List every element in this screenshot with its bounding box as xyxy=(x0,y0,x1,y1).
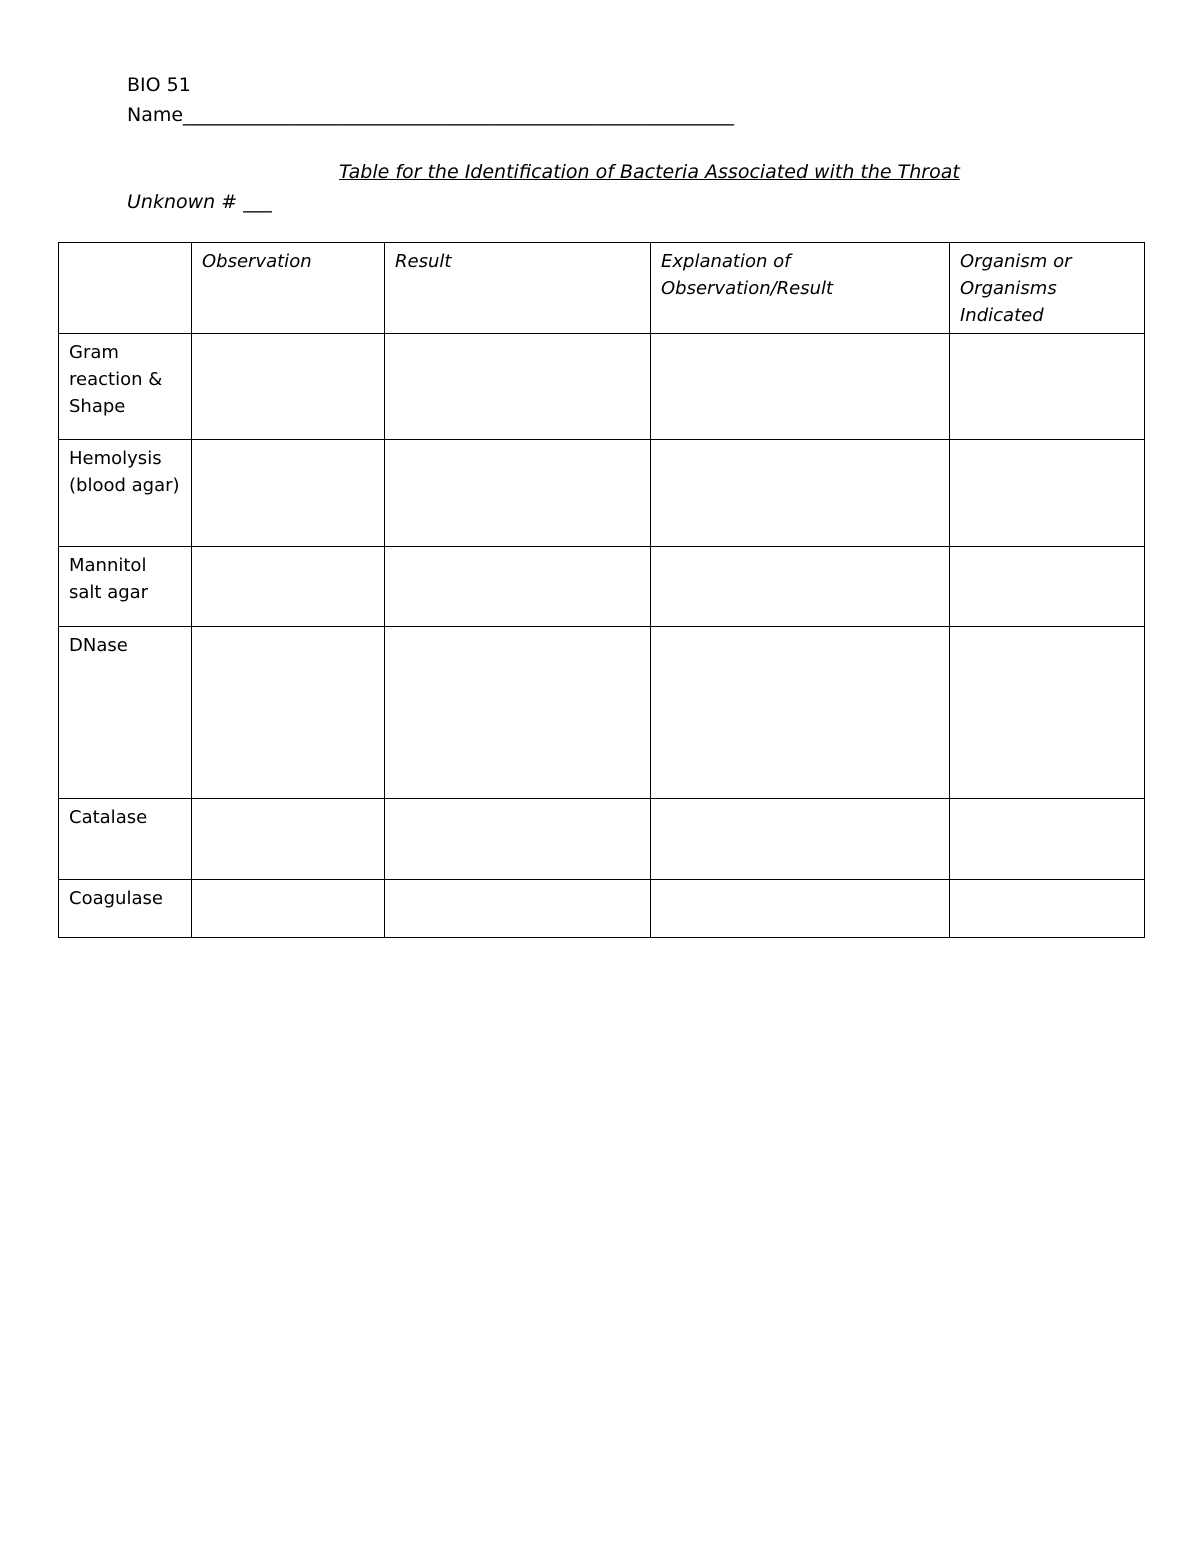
table-cell[interactable] xyxy=(192,440,385,547)
row-label-text: Mannitol salt agar xyxy=(69,555,149,603)
table-cell[interactable] xyxy=(651,880,950,938)
table-cell[interactable] xyxy=(950,334,1145,440)
column-header-result: Result xyxy=(385,243,651,334)
table-cell[interactable] xyxy=(651,440,950,547)
row-label-text: Catalase xyxy=(69,807,148,828)
row-label xyxy=(59,334,192,440)
table-cell[interactable] xyxy=(385,799,651,880)
table-cell[interactable] xyxy=(385,334,651,440)
table-cell[interactable] xyxy=(651,799,950,880)
table-cell[interactable] xyxy=(651,334,950,440)
table-cell[interactable] xyxy=(385,627,651,799)
table-cell[interactable] xyxy=(385,880,651,938)
row-label xyxy=(59,880,192,938)
table-cell[interactable] xyxy=(651,627,950,799)
table-cell[interactable] xyxy=(651,547,950,627)
row-label-text: DNase xyxy=(69,635,128,656)
table-cell[interactable] xyxy=(385,547,651,627)
table-cell[interactable] xyxy=(385,440,651,547)
table-row xyxy=(59,440,1145,547)
unknown-number-field[interactable]: Unknown # ___ xyxy=(127,191,272,213)
course-code: BIO 51 xyxy=(127,74,191,96)
table-header-row xyxy=(59,243,1145,334)
table-cell[interactable] xyxy=(950,440,1145,547)
row-label-text: Hemolysis (blood agar) xyxy=(69,448,180,496)
column-header-explanation: Explanation of Observation/Result xyxy=(651,243,950,334)
table-row xyxy=(59,627,1145,799)
table-row xyxy=(59,799,1145,880)
table-row xyxy=(59,547,1145,627)
table-cell[interactable] xyxy=(950,627,1145,799)
row-label xyxy=(59,547,192,627)
row-label-text: Gram reaction & Shape xyxy=(69,342,163,417)
column-header-observation: Observation xyxy=(192,243,385,334)
column-header-organism: Organism or Organisms Indicated xyxy=(950,243,1145,334)
table-cell[interactable] xyxy=(950,547,1145,627)
row-label xyxy=(59,627,192,799)
table-cell[interactable] xyxy=(192,547,385,627)
table-cell[interactable] xyxy=(950,880,1145,938)
table-cell[interactable] xyxy=(192,334,385,440)
row-label xyxy=(59,440,192,547)
row-label-text: Coagulase xyxy=(69,888,163,909)
name-field[interactable]: Name__________________________________________________________ xyxy=(127,104,735,126)
column-header-blank xyxy=(59,243,192,334)
page-title: Table for the Identification of Bacteria Associated with the Throat xyxy=(339,161,960,183)
table-cell[interactable] xyxy=(950,799,1145,880)
table-cell[interactable] xyxy=(192,799,385,880)
identification-table xyxy=(58,242,1145,938)
table-row xyxy=(59,880,1145,938)
row-label xyxy=(59,799,192,880)
table-row xyxy=(59,334,1145,440)
table-cell[interactable] xyxy=(192,880,385,938)
table-cell[interactable] xyxy=(192,627,385,799)
